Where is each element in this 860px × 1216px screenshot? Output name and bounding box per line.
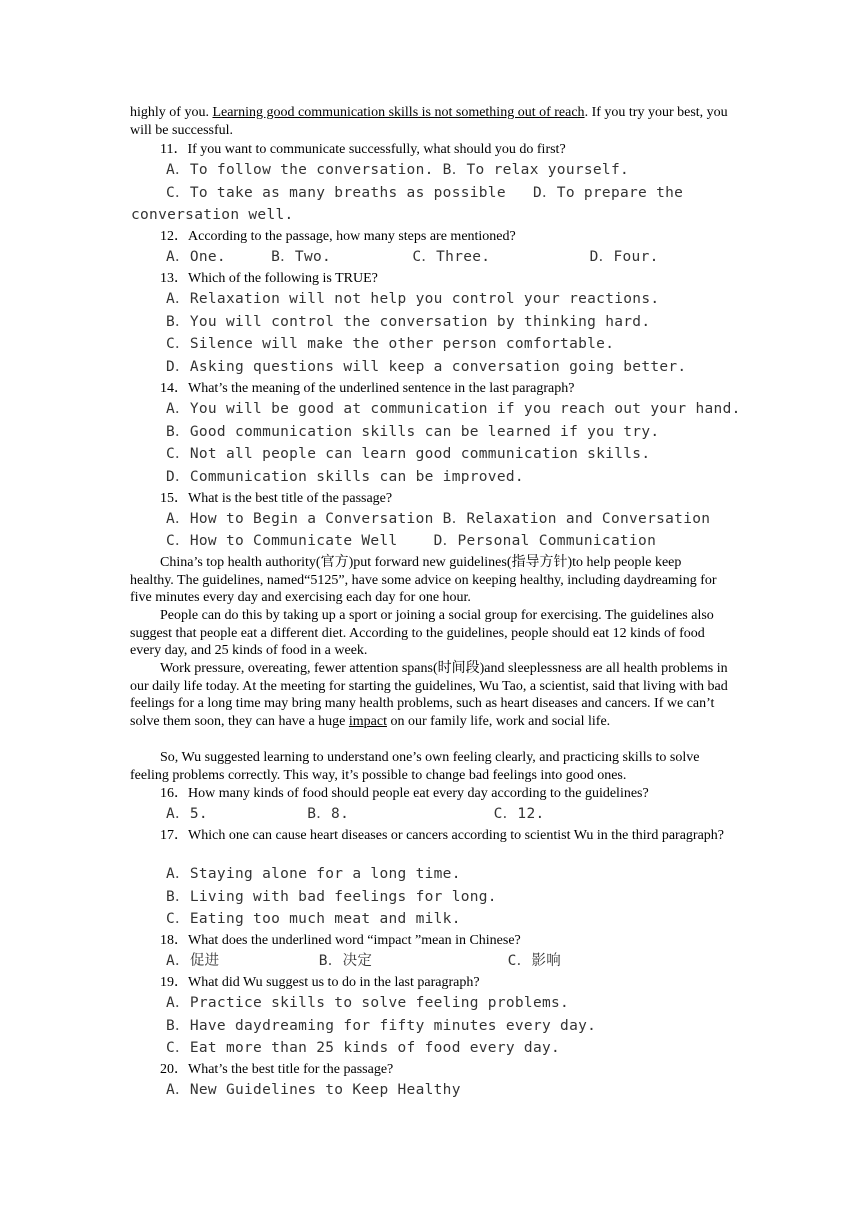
question-number: 14． [160,381,188,396]
question-18 [160,932,521,950]
question-number: 18． [160,933,188,948]
passage-text: on our family life, work and social life. [387,713,611,729]
question-number: 13． [160,271,188,286]
question-number: 20． [160,1062,188,1077]
question-text: Which one can cause heart diseases or cancers according to scientist Wu in the third paragraph? [188,828,725,843]
question-number: 19． [160,975,188,990]
q11-option-line: C．To take as many breaths as possible D．To prepare the [166,185,684,201]
question-text: What does the underlined word “impact ”mean in Chinese? [188,933,521,948]
question-text: What’s the best title for the passage? [188,1062,394,1077]
question-15 [160,490,392,508]
question-text: What’s the meaning of the underlined sentence in the last paragraph? [188,381,575,396]
q17-option-line: B．Living with bad feelings for long. [166,889,497,905]
question-text: How many kinds of food should people eat every day according to the guidelines? [188,786,649,801]
q14-option-line: B．Good communication skills can be learned if you try. [166,424,660,440]
question-text: What did Wu suggest us to do in the last paragraph? [188,975,480,990]
underlined-sentence: Learning good communication skills is not something out of reach [212,105,585,120]
q14-option-line: A．You will be good at communication if you reach out your hand. [166,401,741,417]
question-number: 11． [160,142,188,157]
q15-option-line: A．How to Begin a Conversation B．Relaxation and Conversation [166,511,711,527]
question-17 [130,827,728,845]
passage2-paragraph-1: China’s top health authority(官方)put forward new guidelines(指导方针)to help people keep healthy. The guidelines, named“5125”, have some advice on keeping healthy, including daydreaming for five minutes every day and exercising each day for one hour. [130,555,717,605]
question-13 [160,270,378,288]
question-text: Which of the following is TRUE? [188,271,378,286]
passage-text: . If you try your best, you will be successful. [130,105,728,138]
question-text: If you want to communicate successfully, what should you do first? [187,142,566,157]
passage2-paragraph-4: So, Wu suggested learning to understand one’s own feeling clearly, and practicing skills to solve feeling problems correctly. This way, it’s possible to change bad feelings into good ones. [130,750,700,783]
passage1-ending [130,104,728,139]
q19-option-line: C．Eat more than 25 kinds of food every day. [166,1040,561,1056]
question-text: According to the passage, how many steps are mentioned? [188,229,516,244]
question-16 [160,785,649,803]
q17-option-line: A．Staying alone for a long time. [166,866,461,882]
q14-option-line: D．Communication skills can be improved. [166,469,524,485]
q13-option-line: A．Relaxation will not help you control your reactions. [166,291,660,307]
question-number: 12． [160,229,188,244]
passage-text: highly of you. [130,105,213,120]
question-12 [160,228,516,246]
q11-option-line: conversation well. [131,207,294,223]
q15-option-line: C．How to Communicate Well D．Personal Communication [166,533,657,549]
q18-option-line: A．促进 B．决定 C．影响 [166,953,562,969]
q13-option-line: D．Asking questions will keep a conversation going better. [166,359,687,375]
q19-option-line: A．Practice skills to solve feeling problems. [166,995,570,1011]
passage2-paragraph-2: People can do this by taking up a sport or joining a social group for exercising. The guidelines also suggest that people eat a different diet. According to the guidelines, people should eat 12 kinds of food every day, and 25 kinds of food in a week. [130,608,714,658]
question-number: 17． [160,828,188,843]
question-11 [160,141,566,159]
q11-option-line: A．To follow the conversation. B．To relax yourself. [166,162,630,178]
underlined-word: impact [348,713,387,729]
question-text: What is the best title of the passage? [188,491,393,506]
question-14 [160,380,574,398]
passage-text: Work pressure, overeating, fewer attention spans(时间段)and sleeplessness are all health problems in our daily life today. At the meeting for starting the guidelines, Wu Tao, a scientist, said that living with bad feelings for a long time may bring many health problems, such as heart diseases and cancers. If we can’t solve them soon, they can have a huge [130,661,728,729]
question-number: 16． [160,786,188,801]
passage2-paragraph-3 [130,660,728,730]
q13-option-line: C．Silence will make the other person comfortable. [166,336,615,352]
q14-option-line: C．Not all people can learn good communication skills. [166,446,651,462]
question-number: 15． [160,491,188,506]
q17-option-line: C．Eating too much meat and milk. [166,911,461,927]
q13-option-line: B．You will control the conversation by thinking hard. [166,314,651,330]
q20-option-line: A．New Guidelines to Keep Healthy [166,1082,461,1098]
question-19 [160,974,480,992]
q19-option-line: B．Have daydreaming for fifty minutes every day. [166,1018,597,1034]
question-20 [160,1061,393,1079]
q12-option-line: A．One. B．Two. C．Three. D．Four. [166,249,659,265]
q16-option-line: A．5. B．8. C．12. [166,806,545,822]
